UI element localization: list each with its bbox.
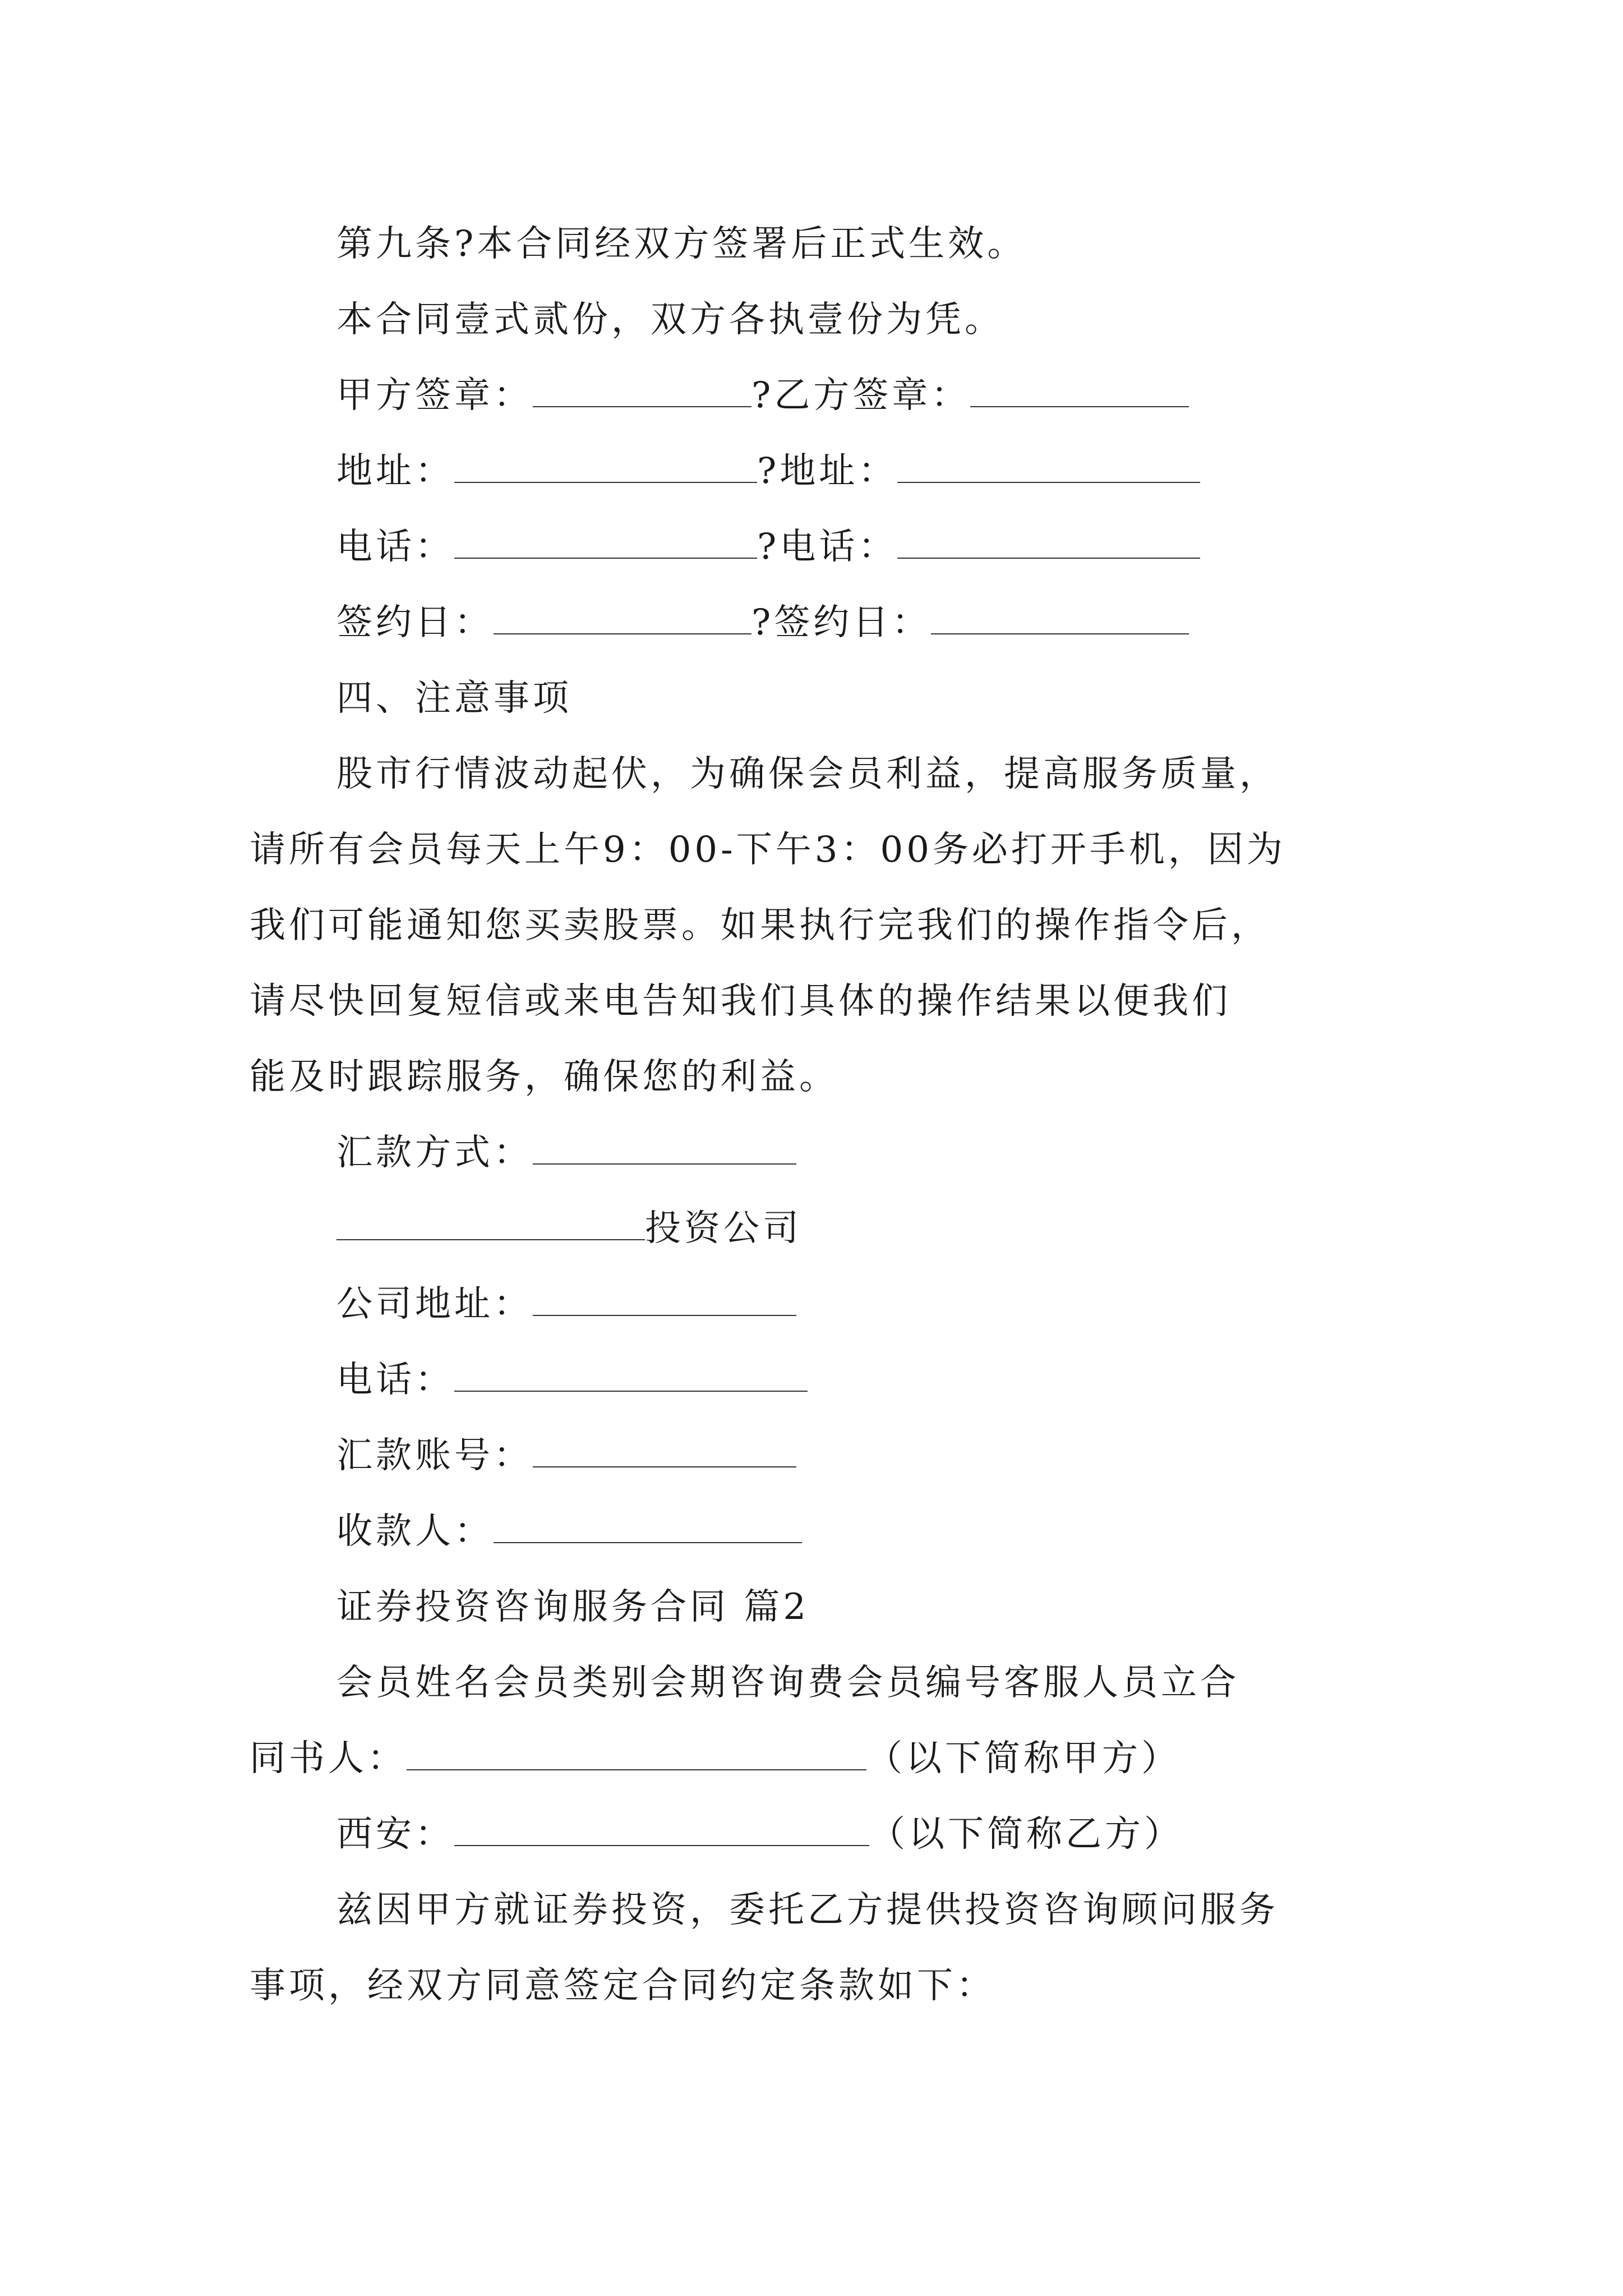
phone-row [336,524,1200,569]
payee-label: 收款人： [336,1511,494,1552]
company-row [336,1206,802,1251]
party-a-name-blank [407,1740,866,1770]
address-row [336,449,1200,494]
date-label-b: ?签约日： [751,602,932,643]
payee-row [336,1509,802,1554]
address-blank-a [454,453,757,483]
party-a-sign-label: 甲方签章： [336,375,533,416]
company-address-row [336,1282,796,1327]
date-blank-a [494,604,751,634]
date-row [336,600,1189,645]
party-b-sign-blank [970,377,1189,407]
notice-line: 我们可能通知您买卖股票。如果执行完我们的操作指令后， [250,905,1270,946]
intro-line: 兹因甲方就证券投资，委托乙方提供投资咨询顾问服务 [336,1889,1279,1931]
party-a-sign-blank [533,377,751,407]
phone-blank-b [897,528,1200,559]
date-label-a: 签约日： [336,602,494,643]
address-blank-b [897,453,1200,483]
address-label-b: ?地址： [757,450,898,492]
notice-line: 请所有会员每天上午9：00-下午3：00务必打开手机，因为 [250,829,1286,871]
address-label-a: 地址： [336,450,454,492]
date-blank-b [931,604,1189,634]
company-suffix: 投资公司 [645,1208,802,1249]
remit-method-row [336,1130,796,1175]
party-b-row [336,1812,1183,1857]
party-b-sign-label: ?乙方签章： [751,375,971,416]
account-label: 汇款账号： [336,1435,533,1476]
party-a-suffix: （以下简称甲方） [866,1738,1181,1779]
company-name-blank [336,1210,645,1240]
company-phone-blank [454,1361,808,1392]
section-2-title: 证券投资咨询服务合同 篇2 [336,1586,810,1628]
phone-label-a: 电话： [336,526,454,568]
intro-line: 事项，经双方同意签定合同约定条款如下： [250,1965,995,2007]
party-a-prefix: 同书人： [250,1738,407,1779]
party-a-row [250,1736,1181,1781]
notice-heading: 四、注意事项 [336,678,572,719]
company-phone-row [336,1358,808,1402]
copies-clause: 本合同壹式贰份，双方各执壹份为凭。 [336,299,1004,341]
signature-row [336,373,1189,418]
party-b-suffix: （以下简称乙方） [869,1814,1183,1855]
notice-line: 请尽快回复短信或来电告知我们具体的操作结果以便我们 [250,981,1231,1022]
phone-label-b: ?电话： [757,526,898,568]
remit-method-label: 汇款方式： [336,1132,533,1174]
company-address-blank [533,1286,796,1316]
remit-method-blank [533,1134,796,1165]
phone-blank-a [454,528,757,559]
notice-line: 股市行情波动起伏，为确保会员利益，提高服务质量， [336,753,1279,795]
company-phone-label: 电话： [336,1359,454,1401]
party-b-prefix: 西安： [336,1814,454,1855]
account-blank [533,1437,796,1467]
company-address-label: 公司地址： [336,1283,533,1325]
section-2-line: 会员姓名会员类别会期咨询费会员编号客服人员立合 [336,1662,1239,1704]
notice-line: 能及时跟踪服务，确保您的利益。 [250,1056,838,1098]
party-b-name-blank [454,1816,869,1846]
payee-blank [494,1513,802,1543]
account-row [336,1433,796,1478]
article-9: 第九条?本合同经双方签署后正式生效。 [336,223,1027,265]
